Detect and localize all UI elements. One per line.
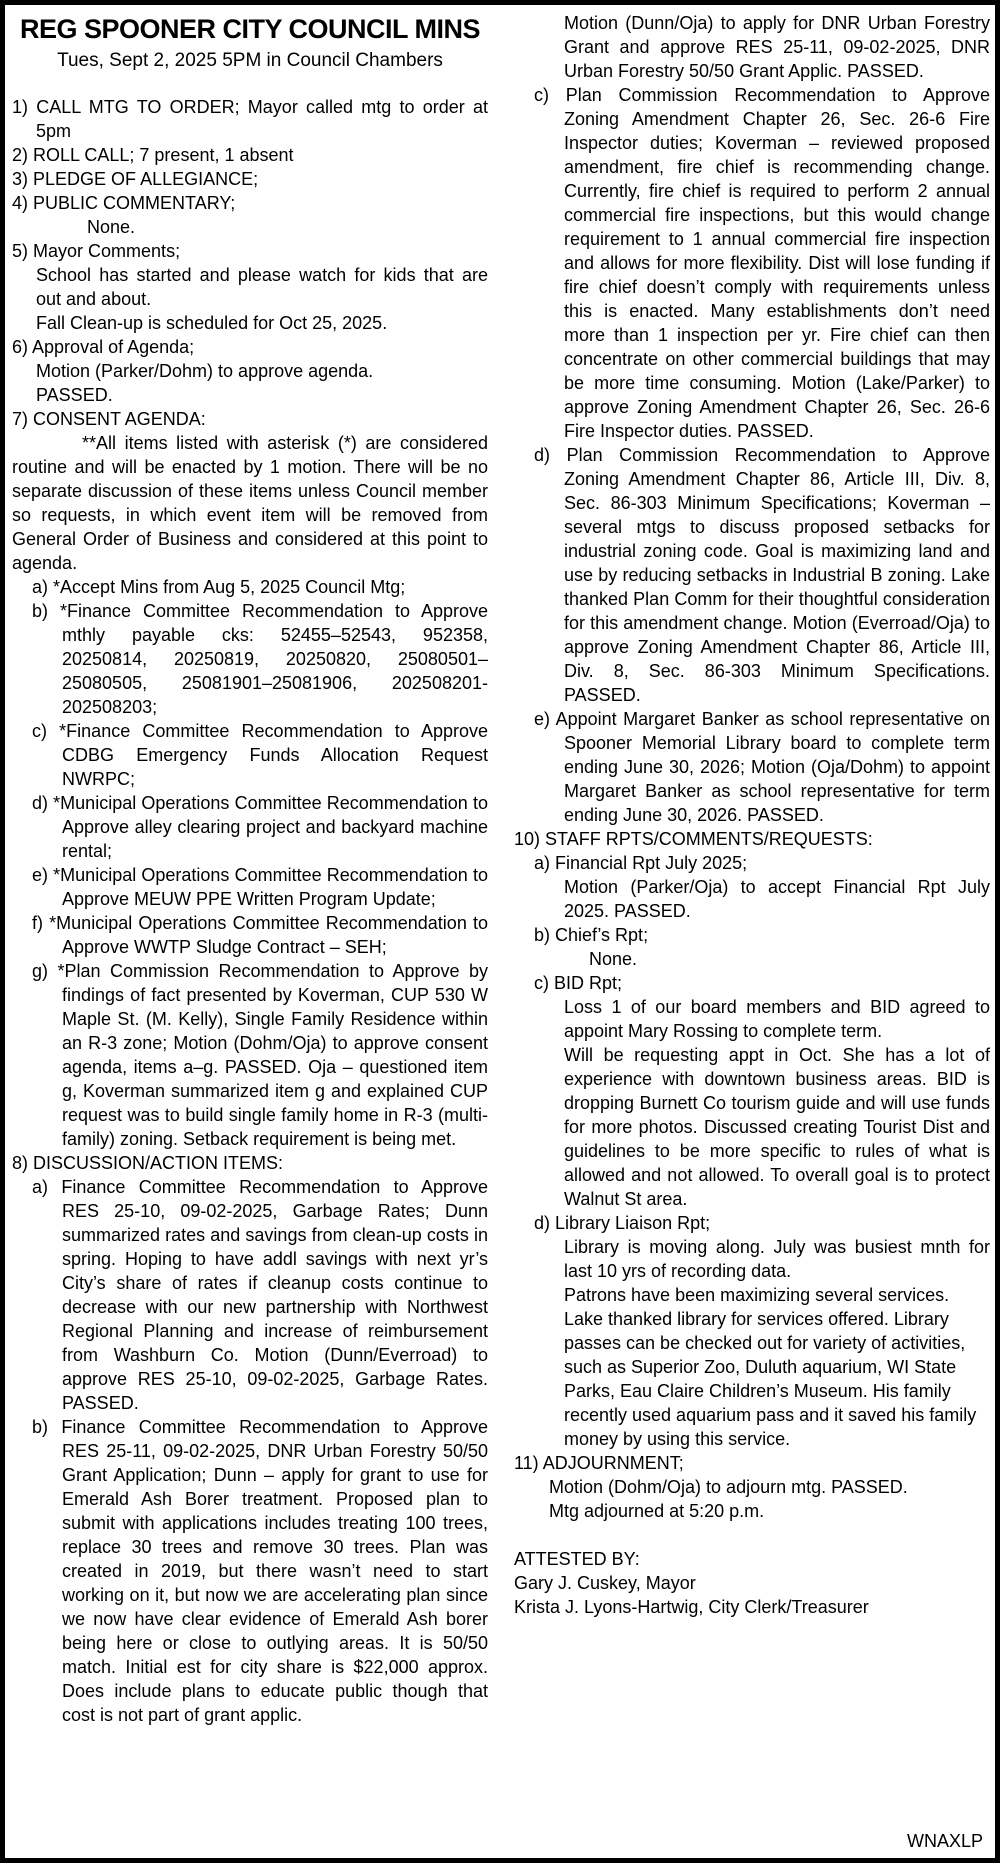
item-text: Plan Commission Recommendation to Approve Zoning Amendment Chapter 86, Article III, Div. 8, Sec. 86-303 Minimum Specifications; Koverman – several mtgs to discuss proposed setbacks for industrial zoning code. Goal is maximizing land and use by reducing setbacks in Industrial B zoning. Lake thanked Plan Comm for their thoughtful consideration for this amendment change. Motion (Everroad/Oja) to approve Zoning Amendment Chapter 86, Article III, Div. 8, Sec. 86-303 Minimum Specifications. PASSED. bbox=[564, 445, 990, 705]
agenda-item bbox=[12, 407, 488, 431]
paragraph bbox=[514, 1283, 990, 1451]
item-text: Mtg adjourned at 5:20 p.m. bbox=[549, 1501, 765, 1521]
item-text: DISCUSSION/ACTION ITEMS: bbox=[33, 1153, 284, 1173]
paragraph bbox=[514, 875, 990, 923]
agenda-subitem bbox=[12, 1175, 488, 1415]
item-label: g) bbox=[32, 961, 49, 981]
item-text: Mayor Comments; bbox=[33, 241, 181, 261]
paragraph bbox=[514, 11, 990, 83]
item-label: 1) bbox=[12, 97, 29, 117]
paragraph bbox=[514, 1043, 990, 1211]
agenda-subitem bbox=[12, 1415, 488, 1727]
item-text: Motion (Parker/Oja) to accept Financial Rpt July 2025. PASSED. bbox=[564, 877, 990, 921]
item-text: **All items listed with asterisk (*) are considered routine and will be enacted by 1 motion. There will be no separate discussion of these items unless Council member so requests, in which event item will be removed from General Order of Business and considered at this point to agenda. bbox=[12, 433, 488, 573]
agenda-subitem bbox=[12, 959, 488, 1151]
item-label: 2) bbox=[12, 145, 29, 165]
item-text: BID Rpt; bbox=[554, 973, 623, 993]
item-text: CONSENT AGENDA: bbox=[33, 409, 206, 429]
item-text: Gary J. Cuskey, Mayor bbox=[514, 1573, 696, 1593]
item-label: a) bbox=[32, 1177, 49, 1197]
spacer bbox=[514, 1523, 990, 1547]
agenda-item bbox=[12, 95, 488, 143]
paragraph bbox=[514, 1499, 990, 1523]
item-text: ADJOURNMENT; bbox=[542, 1453, 684, 1473]
item-label: b) bbox=[32, 601, 49, 621]
attest-line bbox=[514, 1547, 990, 1571]
agenda-subitem bbox=[514, 1211, 990, 1235]
item-text: Patrons have been maximizing several services. Lake thanked library for services offered. Library passes can be checked out for variety of activities, such as Superior Zoo, Duluth aquarium, WI State Parks, Eau Claire Children’s Museum. His family recently used aquarium pass and it saved his family money by using this service. bbox=[564, 1285, 977, 1449]
item-text: *Plan Commission Recommendation to Approve by findings of fact presented by Koverman, CUP 530 W Maple St. (M. Kelly), Single Family Residence within an R-3 zone; Motion (Dohm/Oja) to approve consent agenda, items a–g. PASSED. Oja – questioned item g, Koverman summarized item g and explained CUP request was to build single family home in R-3 (multi-family) zoning. Setback requirement is being met. bbox=[57, 961, 488, 1149]
item-text: *Accept Mins from Aug 5, 2025 Council Mtg; bbox=[53, 577, 406, 597]
item-label: f) bbox=[32, 913, 43, 933]
agenda-item bbox=[12, 239, 488, 263]
item-text: *Municipal Operations Committee Recommendation to Approve MEUW PPE Written Program Update; bbox=[53, 865, 488, 909]
agenda-item bbox=[12, 1151, 488, 1175]
item-label: a) bbox=[32, 577, 49, 597]
item-label: e) bbox=[534, 709, 551, 729]
item-text: Library is moving along. July was busiest mnth for last 10 yrs of recording data. bbox=[564, 1237, 990, 1281]
agenda-subitem bbox=[514, 443, 990, 707]
item-text: Appoint Margaret Banker as school representative on Spooner Memorial Library board to complete term ending June 30, 2026; Motion (Oja/Dohm) to appoint Margaret Banker as school representative for term ending June 30, 2026. PASSED. bbox=[555, 709, 990, 825]
item-text: *Municipal Operations Committee Recommendation to Approve WWTP Sludge Contract – SEH; bbox=[49, 913, 488, 957]
item-text: None. bbox=[589, 949, 638, 969]
item-text: Financial Rpt July 2025; bbox=[555, 853, 748, 873]
item-label: 5) bbox=[12, 241, 29, 261]
agenda-subitem bbox=[514, 923, 990, 947]
item-text: School has started and please watch for kids that are out and about. bbox=[36, 265, 488, 309]
item-label: a) bbox=[534, 853, 551, 873]
item-text: Chief’s Rpt; bbox=[555, 925, 649, 945]
agenda-item bbox=[514, 827, 990, 851]
notice-title: REG SPOONER CITY COUNCIL MINS bbox=[19, 14, 481, 44]
agenda-item bbox=[12, 167, 488, 191]
item-text: Will be requesting appt in Oct. She has a lot of experience with downtown business areas. BID is dropping Burnett Co tourism guide and will use funds for more photos. Discussed creating Tourist Dist and guidelines to be more specific to rules of what is allowed and not allowed. To overall goal is to protect Walnut St area. bbox=[564, 1045, 990, 1209]
item-label: c) bbox=[534, 973, 549, 993]
agenda-subitem bbox=[12, 863, 488, 911]
item-text: Plan Commission Recommendation to Approve Zoning Amendment Chapter 26, Sec. 26-6 Fire Inspector duties; Koverman – reviewed proposed amendment, fire chief is recommending change. Currently, fire chief is required to perform 2 annual commercial fire inspections, but this would change requirement to 1 annual commercial fire inspection and allows for more flexibility. Dist will lose funding if fire chief doesn’t comply with requirements unless this is enacted. Many establishments don’t need more than 1 inspection per yr. Fire chief can then concentrate on other commercial buildings that may be more time consuming. Motion (Lake/Parker) to approve Zoning Amendment Chapter 26, Sec. 26-6 Fire Inspector duties. PASSED. bbox=[564, 85, 990, 441]
item-label: e) bbox=[32, 865, 49, 885]
agenda-subitem bbox=[12, 719, 488, 791]
agenda-subitem bbox=[12, 911, 488, 959]
none-line bbox=[514, 947, 990, 971]
agenda-subitem bbox=[514, 83, 990, 443]
column-left bbox=[12, 11, 488, 1727]
item-text: *Municipal Operations Committee Recommendation to Approve alley clearing project and backyard machine rental; bbox=[53, 793, 488, 861]
item-label: 7) bbox=[12, 409, 29, 429]
item-text: Approval of Agenda; bbox=[32, 337, 195, 357]
paragraph bbox=[514, 995, 990, 1043]
consent-note bbox=[12, 431, 488, 575]
item-label: 3) bbox=[12, 169, 29, 189]
item-text: Finance Committee Recommendation to Approve RES 25-10, 09-02-2025, Garbage Rates; Dunn summarized rates and savings from clean-up costs in spring. Hoping to have addl savings with next yr’s City’s share of rates if cleanup costs continue to decrease with our new partnership with Northwest Regional Planning and increase of reimbursement from Washburn Co. Motion (Dunn/Everroad) to approve RES 25-10, 09-02-2025, Garbage Rates. PASSED. bbox=[61, 1177, 488, 1413]
item-text: Loss 1 of our board members and BID agreed to appoint Mary Rossing to complete term. bbox=[564, 997, 990, 1041]
agenda-item bbox=[12, 143, 488, 167]
item-text: None. bbox=[87, 217, 136, 237]
item-text: ROLL CALL; 7 present, 1 absent bbox=[33, 145, 294, 165]
item-label: d) bbox=[32, 793, 49, 813]
item-label: c) bbox=[534, 85, 549, 105]
item-label: c) bbox=[32, 721, 47, 741]
item-text: PLEDGE OF ALLEGIANCE; bbox=[33, 169, 259, 189]
item-text: Finance Committee Recommendation to Approve RES 25-11, 09-02-2025, DNR Urban Forestry 50/50 Grant Application; Dunn – apply for grant to use for Emerald Ash Borer treatment. Proposed plan to submit with applications includes treating 100 trees, replace 30 trees and remove 30 trees. Plan was created in 2019, but there wasn’t need to start working on it, but now we are accelerating plan since we now have clear evidence of Emerald Ash borer being here or close to outlying areas. It is 50/50 match. Initial est for city share is $22,000 approx. Does include plans to educate public though that cost is not part of grant applic. bbox=[61, 1417, 488, 1725]
agenda-subitem bbox=[514, 971, 990, 995]
paragraph bbox=[12, 383, 488, 407]
item-label: 11) bbox=[514, 1453, 539, 1473]
agenda-item bbox=[12, 191, 488, 215]
item-label: 10) bbox=[514, 829, 541, 849]
item-text: Library Liaison Rpt; bbox=[555, 1213, 711, 1233]
paragraph bbox=[12, 263, 488, 311]
attest-line bbox=[514, 1595, 990, 1619]
paragraph bbox=[12, 311, 488, 335]
item-text: PUBLIC COMMENTARY; bbox=[33, 193, 236, 213]
item-label: b) bbox=[32, 1417, 49, 1437]
item-text: Krista J. Lyons-Hartwig, City Clerk/Treasurer bbox=[514, 1597, 869, 1617]
watermark-wnaxlp: WNAXLP bbox=[906, 1831, 983, 1851]
item-text: Motion (Dohm/Oja) to adjourn mtg. PASSED. bbox=[549, 1477, 908, 1497]
item-label: d) bbox=[534, 1213, 551, 1233]
columns bbox=[5, 5, 995, 1727]
item-text: ATTESTED BY: bbox=[514, 1549, 640, 1569]
agenda-subitem bbox=[12, 575, 488, 599]
agenda-item bbox=[12, 335, 488, 359]
item-text: STAFF RPTS/COMMENTS/REQUESTS: bbox=[545, 829, 873, 849]
item-text: *Finance Committee Recommendation to Approve CDBG Emergency Funds Allocation Request NWRPC; bbox=[59, 721, 488, 789]
paragraph bbox=[12, 359, 488, 383]
item-label: 4) bbox=[12, 193, 29, 213]
attest-line bbox=[514, 1571, 990, 1595]
notice-subtitle: Tues, Sept 2, 2025 5PM in Council Chambers bbox=[57, 50, 443, 71]
column-right bbox=[514, 11, 990, 1727]
item-label: d) bbox=[534, 445, 551, 465]
right-blocks bbox=[514, 11, 990, 1619]
agenda-subitem bbox=[514, 707, 990, 827]
none-line bbox=[12, 215, 488, 239]
item-text: Fall Clean-up is scheduled for Oct 25, 2025. bbox=[36, 313, 388, 333]
item-text: Motion (Parker/Dohm) to approve agenda. bbox=[36, 361, 374, 381]
item-text: PASSED. bbox=[36, 385, 113, 405]
item-text: Motion (Dunn/Oja) to apply for DNR Urban Forestry Grant and approve RES 25-11, 09-02-2025, DNR Urban Forestry 50/50 Grant Applic. PASSED. bbox=[564, 13, 990, 81]
item-label: b) bbox=[534, 925, 551, 945]
paragraph bbox=[514, 1235, 990, 1283]
agenda-item bbox=[514, 1451, 990, 1475]
item-label: 6) bbox=[12, 337, 29, 357]
left-blocks bbox=[12, 95, 488, 1727]
agenda-subitem bbox=[12, 791, 488, 863]
item-text: *Finance Committee Recommendation to Approve mthly payable cks: 52455–52543, 952358, 20250814, 20250819, 20250820, 25080501–25080505, 25081901–25081906, 202508201- 202508203; bbox=[59, 601, 488, 717]
paragraph bbox=[514, 1475, 990, 1499]
item-text: CALL MTG TO ORDER; Mayor called mtg to order at 5pm bbox=[36, 97, 488, 141]
agenda-subitem bbox=[514, 851, 990, 875]
agenda-subitem bbox=[12, 599, 488, 719]
item-label: 8) bbox=[12, 1153, 29, 1173]
